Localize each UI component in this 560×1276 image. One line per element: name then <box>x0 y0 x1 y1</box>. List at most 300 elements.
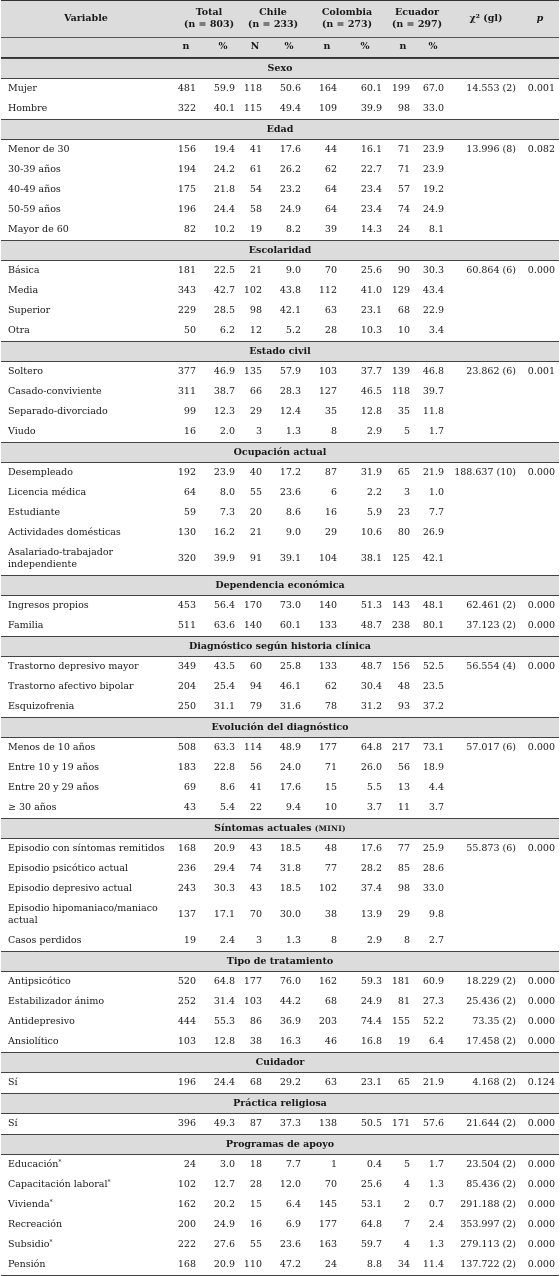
row-label <box>8 144 168 156</box>
value-cell: 145 <box>318 1199 337 1210</box>
value-cell: 64 <box>324 204 337 215</box>
p-value-cell: 0.000 <box>527 620 555 631</box>
value-cell: 15 <box>249 1199 262 1210</box>
value-cell: 17.6 <box>360 843 382 854</box>
value-cell: 2.2 <box>366 487 382 498</box>
value-cell: 31.6 <box>279 701 301 712</box>
value-cell: 183 <box>177 762 196 773</box>
value-cell: 16.3 <box>279 1036 301 1047</box>
value-cell: 6.2 <box>219 325 235 336</box>
value-cell: 19 <box>249 224 262 235</box>
section-header <box>1 951 559 972</box>
row-label-text: 30-39 años <box>8 164 61 175</box>
row-label-text: Sí <box>8 1077 18 1088</box>
table-row <box>1 879 559 899</box>
section-header <box>1 575 559 596</box>
section-title: Práctica religiosa <box>233 1098 327 1109</box>
value-cell: 1.3 <box>428 1179 444 1190</box>
value-cell: 181 <box>391 976 410 987</box>
value-cell: 196 <box>177 1077 196 1088</box>
value-cell: 168 <box>177 1259 196 1270</box>
p-value-cell: 0.000 <box>527 467 555 478</box>
value-cell: 23.9 <box>422 144 444 155</box>
row-label-text: Licencia médica <box>8 487 87 498</box>
value-cell: 64.8 <box>360 1219 382 1230</box>
value-cell: 16.8 <box>360 1036 382 1047</box>
group-sub-colombia: (n = 273) <box>321 19 373 30</box>
value-cell: 3.7 <box>428 802 444 813</box>
value-cell: 71 <box>397 144 410 155</box>
value-cell: 18.9 <box>422 762 444 773</box>
value-cell: 28.6 <box>422 863 444 874</box>
value-cell: 70 <box>249 909 262 920</box>
section-title: Tipo de tratamiento <box>226 956 334 967</box>
value-cell: 48 <box>324 843 337 854</box>
row-label <box>8 204 168 216</box>
row-label <box>8 996 168 1008</box>
value-cell: 30.4 <box>360 681 382 692</box>
table-row <box>1 1114 559 1134</box>
value-cell: 164 <box>318 83 337 94</box>
value-cell: 98 <box>249 305 262 316</box>
row-label <box>8 386 168 398</box>
p-value-cell: 0.000 <box>527 1219 555 1230</box>
row-label-text: Menos de 10 años <box>8 742 96 753</box>
section-header <box>1 119 559 140</box>
value-cell: 46.5 <box>360 386 382 397</box>
table-row <box>1 261 559 281</box>
value-cell: 69 <box>183 782 196 793</box>
row-label <box>8 547 168 571</box>
table-row <box>1 1195 559 1215</box>
value-cell: 8.0 <box>219 487 235 498</box>
value-cell: 118 <box>243 83 262 94</box>
chi-square-cell: 353.997 (2) <box>460 1219 516 1230</box>
value-cell: 60 <box>249 661 262 672</box>
value-cell: 168 <box>177 843 196 854</box>
value-cell: 80.1 <box>422 620 444 631</box>
value-cell: 66 <box>249 386 262 397</box>
table-row <box>1 859 559 879</box>
value-cell: 12.4 <box>279 406 301 417</box>
value-cell: 39.9 <box>360 103 382 114</box>
table-row <box>1 180 559 200</box>
value-cell: 140 <box>243 620 262 631</box>
value-cell: 19.2 <box>422 184 444 195</box>
value-cell: 57.6 <box>422 1118 444 1129</box>
row-label <box>8 883 168 895</box>
value-cell: 177 <box>318 1219 337 1230</box>
value-cell: 42.1 <box>279 305 301 316</box>
chi-square-cell: 18.229 (2) <box>466 976 516 987</box>
table-row <box>1 1073 559 1093</box>
value-cell: 250 <box>177 701 196 712</box>
p-value-cell: 0.000 <box>527 1239 555 1250</box>
value-cell: 48.1 <box>422 600 444 611</box>
chi-square-cell: 85.436 (2) <box>466 1179 516 1190</box>
table-row <box>1 839 559 859</box>
value-cell: 23.1 <box>360 305 382 316</box>
row-label <box>8 661 168 673</box>
value-cell: 37.3 <box>279 1118 301 1129</box>
value-cell: 28.2 <box>360 863 382 874</box>
value-cell: 8.6 <box>219 782 235 793</box>
value-cell: 2.7 <box>428 935 444 946</box>
row-label-text: Episodio psicótico actual <box>8 863 129 874</box>
value-cell: 31.8 <box>279 863 301 874</box>
row-label-text: Trastorno afectivo bipolar <box>8 681 134 692</box>
value-cell: 68 <box>397 305 410 316</box>
value-cell: 48 <box>397 681 410 692</box>
value-cell: 8.1 <box>428 224 444 235</box>
row-label-text: Familia <box>8 620 44 631</box>
value-cell: 129 <box>391 285 410 296</box>
value-cell: 63 <box>324 1077 337 1088</box>
value-cell: 59.3 <box>360 976 382 987</box>
value-cell: 29.4 <box>213 863 235 874</box>
value-cell: 36.9 <box>279 1016 301 1027</box>
value-cell: 41 <box>249 144 262 155</box>
value-cell: 520 <box>177 976 196 987</box>
section-title: Ocupación actual <box>233 447 327 458</box>
group-header-total: Total <box>195 7 223 18</box>
p-value-cell: 0.000 <box>527 1259 555 1270</box>
value-cell: 12.3 <box>213 406 235 417</box>
value-cell: 12.0 <box>279 1179 301 1190</box>
value-cell: 27.6 <box>213 1239 235 1250</box>
row-label-text: Actividades domésticas <box>8 527 121 538</box>
section-header <box>1 818 559 839</box>
table-row <box>1 1032 559 1052</box>
table-row <box>1 463 559 483</box>
value-cell: 52.2 <box>422 1016 444 1027</box>
value-cell: 143 <box>391 600 410 611</box>
table-row <box>1 931 559 951</box>
section-title: Cuidador <box>255 1057 305 1068</box>
value-cell: 20.2 <box>213 1199 235 1210</box>
value-cell: 31.4 <box>213 996 235 1007</box>
data-table <box>1 0 559 1276</box>
value-cell: 10 <box>397 325 410 336</box>
value-cell: 35 <box>324 406 337 417</box>
value-cell: 21 <box>249 265 262 276</box>
value-cell: 29 <box>249 406 262 417</box>
row-label <box>8 1219 168 1231</box>
table-row <box>1 301 559 321</box>
value-cell: 52.5 <box>422 661 444 672</box>
value-cell: 98 <box>397 883 410 894</box>
value-cell: 192 <box>177 467 196 478</box>
value-cell: 68 <box>249 1077 262 1088</box>
value-cell: 53.1 <box>360 1199 382 1210</box>
value-cell: 39.9 <box>213 553 235 564</box>
value-cell: 50.5 <box>360 1118 382 1129</box>
table-row <box>1 778 559 798</box>
value-cell: 87 <box>249 1118 262 1129</box>
value-cell: 2.9 <box>366 426 382 437</box>
value-cell: 115 <box>243 103 262 114</box>
value-cell: 5.4 <box>219 802 235 813</box>
table-row <box>1 382 559 402</box>
value-cell: 3 <box>255 426 262 437</box>
value-cell: 200 <box>177 1219 196 1230</box>
value-cell: 76.0 <box>279 976 301 987</box>
value-cell: 17.1 <box>213 909 235 920</box>
row-label-text: Sí <box>8 1118 18 1129</box>
variable-header: Variable <box>64 13 108 24</box>
row-label <box>8 742 168 754</box>
value-cell: 55 <box>249 1239 262 1250</box>
row-label-text: 40-49 años <box>8 184 61 195</box>
value-cell: 33.0 <box>422 883 444 894</box>
value-cell: 102 <box>243 285 262 296</box>
row-label-text: Estabilizador ánimo <box>8 996 105 1007</box>
value-cell: 1.3 <box>285 426 301 437</box>
value-cell: 5.5 <box>366 782 382 793</box>
row-label <box>8 467 168 479</box>
row-label-text: Ingresos propios <box>8 600 89 611</box>
value-cell: 63.6 <box>213 620 235 631</box>
chi-square-cell: 23.504 (2) <box>466 1159 516 1170</box>
value-cell: 46 <box>324 1036 337 1047</box>
value-cell: 10.6 <box>360 527 382 538</box>
value-cell: 19 <box>183 935 196 946</box>
table-row <box>1 402 559 422</box>
value-cell: 118 <box>391 386 410 397</box>
value-cell: 25.9 <box>422 843 444 854</box>
value-cell: 56 <box>249 762 262 773</box>
value-cell: 7.3 <box>219 507 235 518</box>
value-cell: 17.6 <box>279 782 301 793</box>
value-cell: 61 <box>249 164 262 175</box>
table-row <box>1 657 559 677</box>
value-cell: 16 <box>324 507 337 518</box>
section-header <box>1 58 559 79</box>
value-cell: 38.1 <box>360 553 382 564</box>
value-cell: 103 <box>243 996 262 1007</box>
section-title: Escolaridad <box>248 245 312 256</box>
value-cell: 91 <box>249 553 262 564</box>
row-label-text: Antipsicótico <box>8 976 71 987</box>
section-title: Sexo <box>267 63 293 74</box>
p-value-cell: 0.000 <box>527 742 555 753</box>
value-cell: 18.5 <box>279 883 301 894</box>
value-cell: 508 <box>177 742 196 753</box>
section-header <box>1 240 559 261</box>
value-cell: 4 <box>403 1179 410 1190</box>
value-cell: 57.9 <box>279 366 301 377</box>
section-header <box>1 636 559 657</box>
value-cell: 46.1 <box>279 681 301 692</box>
value-cell: 10 <box>324 802 337 813</box>
row-label-text: Menor de 30 <box>8 144 70 155</box>
value-cell: 2.0 <box>219 426 235 437</box>
section-header <box>1 442 559 463</box>
value-cell: 39.1 <box>279 553 301 564</box>
value-cell: 23.5 <box>422 681 444 692</box>
value-cell: 74.4 <box>360 1016 382 1027</box>
value-cell: 65 <box>397 467 410 478</box>
value-cell: 43 <box>249 883 262 894</box>
value-cell: 30.3 <box>422 265 444 276</box>
value-cell: 25.6 <box>360 265 382 276</box>
value-cell: 24.4 <box>213 1077 235 1088</box>
value-cell: 130 <box>177 527 196 538</box>
value-cell: 0.4 <box>366 1159 382 1170</box>
p-value-cell: 0.000 <box>527 600 555 611</box>
row-label <box>8 487 168 499</box>
row-label <box>8 600 168 612</box>
value-cell: 25.4 <box>213 681 235 692</box>
value-cell: 38.7 <box>213 386 235 397</box>
value-cell: 94 <box>249 681 262 692</box>
subheader-ecuador-n: n <box>399 41 407 52</box>
value-cell: 22.7 <box>360 164 382 175</box>
table-row <box>1 1012 559 1032</box>
value-cell: 41.0 <box>360 285 382 296</box>
value-cell: 238 <box>391 620 410 631</box>
table-row <box>1 798 559 818</box>
value-cell: 39.7 <box>422 386 444 397</box>
table-row <box>1 483 559 503</box>
table-row <box>1 1155 559 1175</box>
value-cell: 90 <box>397 265 410 276</box>
value-cell: 2.9 <box>366 935 382 946</box>
value-cell: 9.4 <box>285 802 301 813</box>
row-label-text: Mayor de 60 <box>8 224 69 235</box>
p-value-cell: 0.000 <box>527 1016 555 1027</box>
table-row <box>1 1255 559 1275</box>
value-cell: 46.9 <box>213 366 235 377</box>
value-cell: 35 <box>397 406 410 417</box>
section-header <box>1 1134 559 1155</box>
value-cell: 9.0 <box>285 527 301 538</box>
subheader-total-pct: % <box>218 41 228 52</box>
row-label-text: Básica <box>8 265 40 276</box>
value-cell: 110 <box>243 1259 262 1270</box>
value-cell: 177 <box>243 976 262 987</box>
value-cell: 23.9 <box>213 467 235 478</box>
table-row <box>1 992 559 1012</box>
chi-square-cell: 37.123 (2) <box>466 620 516 631</box>
value-cell: 24 <box>324 1259 337 1270</box>
p-value-cell: 0.001 <box>527 366 555 377</box>
value-cell: 93 <box>397 701 410 712</box>
value-cell: 181 <box>177 265 196 276</box>
row-label-text: Estudiante <box>8 507 61 518</box>
value-cell: 18 <box>249 1159 262 1170</box>
value-cell: 1.0 <box>428 487 444 498</box>
footnote-marker: * <box>58 1159 62 1166</box>
row-label-text: Soltero <box>8 366 43 377</box>
value-cell: 20 <box>249 507 262 518</box>
row-label <box>8 1016 168 1028</box>
row-label-text: Educación <box>8 1159 59 1170</box>
value-cell: 9.8 <box>428 909 444 920</box>
value-cell: 5 <box>403 426 410 437</box>
value-cell: 29 <box>397 909 410 920</box>
row-label <box>8 83 168 95</box>
value-cell: 22 <box>249 802 262 813</box>
value-cell: 16 <box>249 1219 262 1230</box>
value-cell: 59.7 <box>360 1239 382 1250</box>
section-title: Síntomas actuales <box>214 823 312 834</box>
row-label-text: Otra <box>8 325 30 336</box>
value-cell: 8 <box>330 426 337 437</box>
value-cell: 13 <box>397 782 410 793</box>
value-cell: 3 <box>255 935 262 946</box>
value-cell: 22.5 <box>213 265 235 276</box>
value-cell: 82 <box>183 224 196 235</box>
value-cell: 17.2 <box>279 467 301 478</box>
value-cell: 5.2 <box>285 325 301 336</box>
value-cell: 1.3 <box>285 935 301 946</box>
row-label-text: Hombre <box>8 103 48 114</box>
value-cell: 56 <box>397 762 410 773</box>
group-header-ecuador: Ecuador <box>394 7 440 18</box>
value-cell: 31.2 <box>360 701 382 712</box>
value-cell: 12.8 <box>360 406 382 417</box>
chi-square-cell: 17.458 (2) <box>466 1036 516 1047</box>
chi-square-cell: 23.862 (6) <box>466 366 516 377</box>
value-cell: 43.4 <box>422 285 444 296</box>
value-cell: 60.9 <box>422 976 444 987</box>
value-cell: 222 <box>177 1239 196 1250</box>
p-value-cell: 0.082 <box>527 144 555 155</box>
p-value-cell: 0.000 <box>527 996 555 1007</box>
value-cell: 43.8 <box>279 285 301 296</box>
value-cell: 46.8 <box>422 366 444 377</box>
value-cell: 33.0 <box>422 103 444 114</box>
row-label <box>8 305 168 317</box>
value-cell: 196 <box>177 204 196 215</box>
value-cell: 114 <box>243 742 262 753</box>
value-cell: 481 <box>177 83 196 94</box>
value-cell: 23.4 <box>360 184 382 195</box>
row-label <box>8 103 168 115</box>
chi-square-cell: 188.637 (10) <box>454 467 516 478</box>
value-cell: 63 <box>324 305 337 316</box>
value-cell: 5 <box>403 1159 410 1170</box>
p-header: p <box>536 13 544 24</box>
value-cell: 16.1 <box>360 144 382 155</box>
value-cell: 48.9 <box>279 742 301 753</box>
row-label <box>8 976 168 988</box>
value-cell: 0.7 <box>428 1199 444 1210</box>
value-cell: 5.9 <box>366 507 382 518</box>
row-label-text: Subsidio <box>8 1239 50 1250</box>
value-cell: 22.8 <box>213 762 235 773</box>
value-cell: 7.7 <box>428 507 444 518</box>
row-label <box>8 426 168 438</box>
row-label-text: 50-59 años <box>8 204 61 215</box>
value-cell: 28.5 <box>213 305 235 316</box>
group-header-colombia: Colombia <box>321 7 373 18</box>
subheader-colombia-n: n <box>323 41 331 52</box>
value-cell: 343 <box>177 285 196 296</box>
row-label <box>8 782 168 794</box>
subheader-chile-n: N <box>250 41 260 52</box>
table-row <box>1 677 559 697</box>
value-cell: 21.8 <box>213 184 235 195</box>
value-cell: 23.1 <box>360 1077 382 1088</box>
value-cell: 31.9 <box>360 467 382 478</box>
value-cell: 8.6 <box>285 507 301 518</box>
table-row <box>1 99 559 119</box>
p-value-cell: 0.000 <box>527 661 555 672</box>
row-label-text: Recreación <box>8 1219 63 1230</box>
value-cell: 81 <box>397 996 410 1007</box>
